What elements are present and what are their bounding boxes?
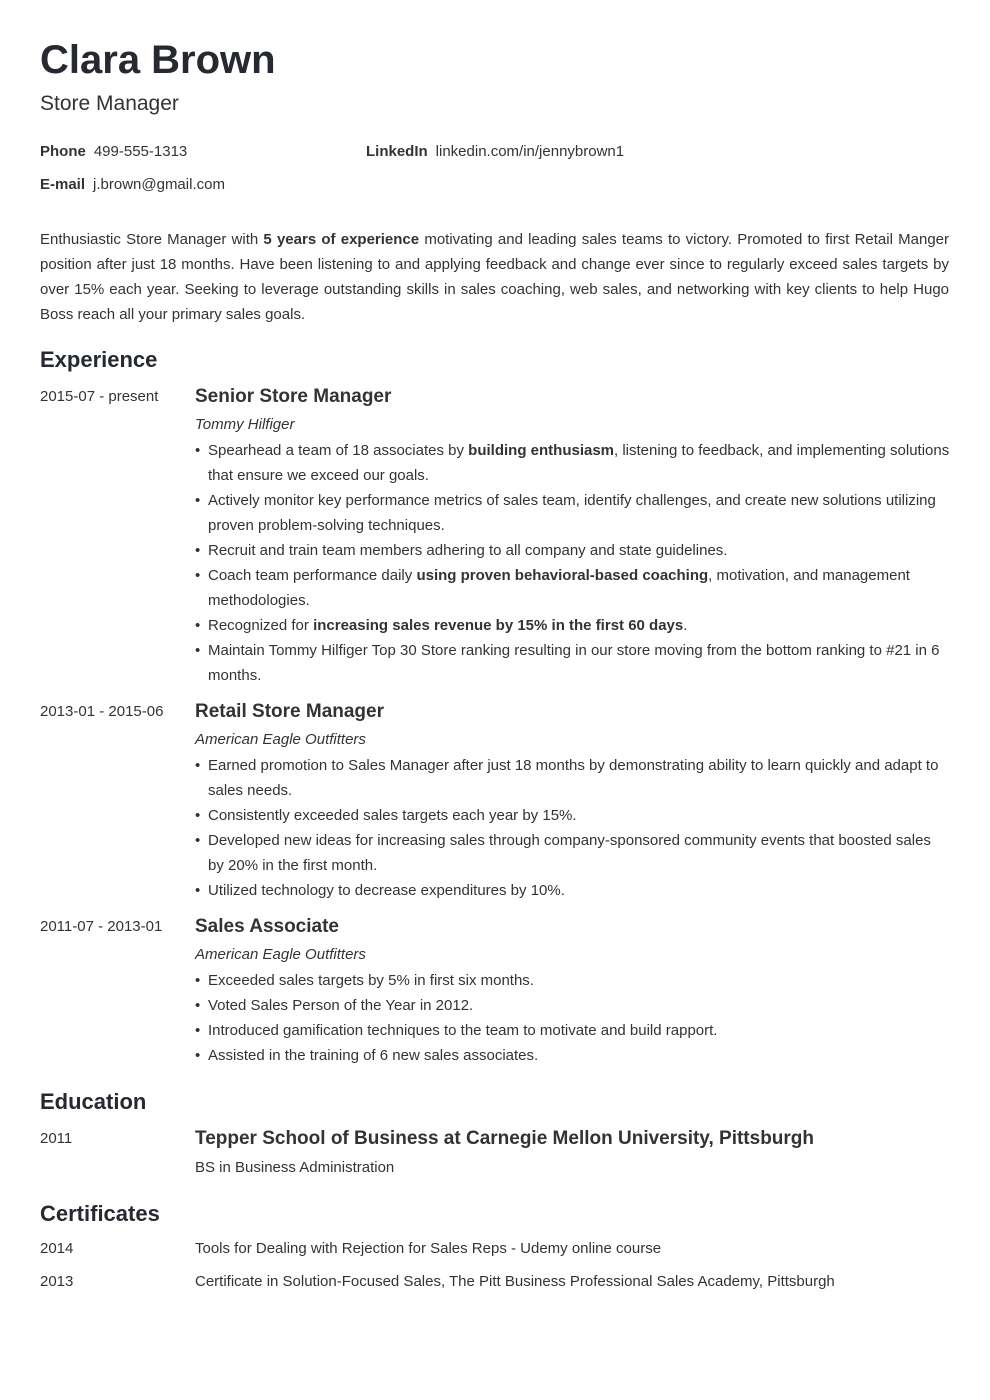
linkedin-link[interactable]: linkedin.com/in/jennybrown1 xyxy=(435,143,625,160)
list-item: • Introduced gamification techniques to the team to motivate and build rapport. xyxy=(195,1018,950,1043)
summary-text-1: Enthusiastic Store Manager with xyxy=(40,231,264,248)
candidate-name: Clara Brown xyxy=(40,38,276,82)
experience-title: Senior Store Manager xyxy=(195,386,392,407)
education-heading: Education xyxy=(40,1089,147,1114)
experience-dates: 2013-01 - 2015-06 xyxy=(40,703,164,720)
email-label: E-mail xyxy=(40,176,86,193)
list-item: • Voted Sales Person of the Year in 2012. xyxy=(195,993,950,1018)
education-degree: BS in Business Administration xyxy=(195,1159,395,1176)
list-item: • Consistently exceeded sales targets each year by 15%. xyxy=(195,803,950,828)
list-item: • Recognized for increasing sales revenue by 15% in the first 60 days. xyxy=(195,613,950,638)
experience-company: Tommy Hilfiger xyxy=(195,416,295,433)
experience-bullets xyxy=(195,438,950,688)
experience-company: American Eagle Outfitters xyxy=(195,946,366,963)
experience-company: American Eagle Outfitters xyxy=(195,731,366,748)
list-item: • Developed new ideas for increasing sales through company-sponsored community events that boosted sales by 20% in the first month. xyxy=(195,828,950,878)
job-title: Store Manager xyxy=(40,92,179,115)
list-item: • Maintain Tommy Hilfiger Top 30 Store ranking resulting in our store moving from the bottom ranking to #21 in 6 months. xyxy=(195,638,950,688)
education-school: Tepper School of Business at Carnegie Mellon University, Pittsburgh xyxy=(195,1128,815,1149)
summary-paragraph xyxy=(40,227,949,327)
summary-bold: 5 years of experience xyxy=(263,231,420,248)
list-item: • Assisted in the training of 6 new sales associates. xyxy=(195,1043,950,1068)
list-item: • Exceeded sales targets by 5% in first six months. xyxy=(195,968,950,993)
certificate-name: Tools for Dealing with Rejection for Sales Reps - Udemy online course xyxy=(195,1240,662,1257)
list-item: • Actively monitor key performance metrics of sales team, identify challenges, and create new solutions utilizing proven problem-solving techniques. xyxy=(195,488,950,538)
summary-text-2: motivating and leading sales teams to victory. Promoted to first Retail Manger position after just 18 months. Have been listening to and applying feedback and change ever since to regularly exceed sales targets by over 15% each year. Seeking to leverage outstanding skills in sales coaching, web sales, and networking with key clients to help Hugo Boss reach all your primary sales goals. xyxy=(40,231,949,323)
certificate-year: 2014 xyxy=(40,1240,74,1257)
list-item: • Recruit and train team members adhering to all company and state guidelines. xyxy=(195,538,950,563)
list-item: • Spearhead a team of 18 associates by building enthusiasm, listening to feedback, and implementing solutions that ensure we exceed our goals. xyxy=(195,438,950,488)
email-contact xyxy=(40,175,225,195)
phone-contact xyxy=(40,142,187,162)
list-item: • Coach team performance daily using proven behavioral-based coaching, motivation, and management methodologies. xyxy=(195,563,950,613)
email-link[interactable]: j.brown@gmail.com xyxy=(93,176,225,193)
certificates-heading: Certificates xyxy=(40,1201,160,1226)
phone-label: Phone xyxy=(40,143,86,160)
education-year: 2011 xyxy=(40,1130,73,1147)
experience-heading: Experience xyxy=(40,347,158,372)
certificate-year: 2013 xyxy=(40,1273,74,1290)
certificate-name: Certificate in Solution-Focused Sales, The Pitt Business Professional Sales Academy, Pittsburgh xyxy=(195,1273,835,1290)
experience-bullets xyxy=(195,753,950,903)
list-item: • Utilized technology to decrease expenditures by 10%. xyxy=(195,878,950,903)
phone-value: 499-555-1313 xyxy=(93,143,188,160)
experience-title: Retail Store Manager xyxy=(195,701,384,722)
experience-dates: 2015-07 - present xyxy=(40,388,159,405)
experience-dates: 2011-07 - 2013-01 xyxy=(40,918,163,935)
experience-bullets xyxy=(195,968,950,1068)
list-item: • Earned promotion to Sales Manager after just 18 months by demonstrating ability to learn quickly and adapt to sales needs. xyxy=(195,753,950,803)
linkedin-label: LinkedIn xyxy=(366,143,428,160)
linkedin-contact xyxy=(366,142,624,162)
experience-title: Sales Associate xyxy=(195,916,339,937)
